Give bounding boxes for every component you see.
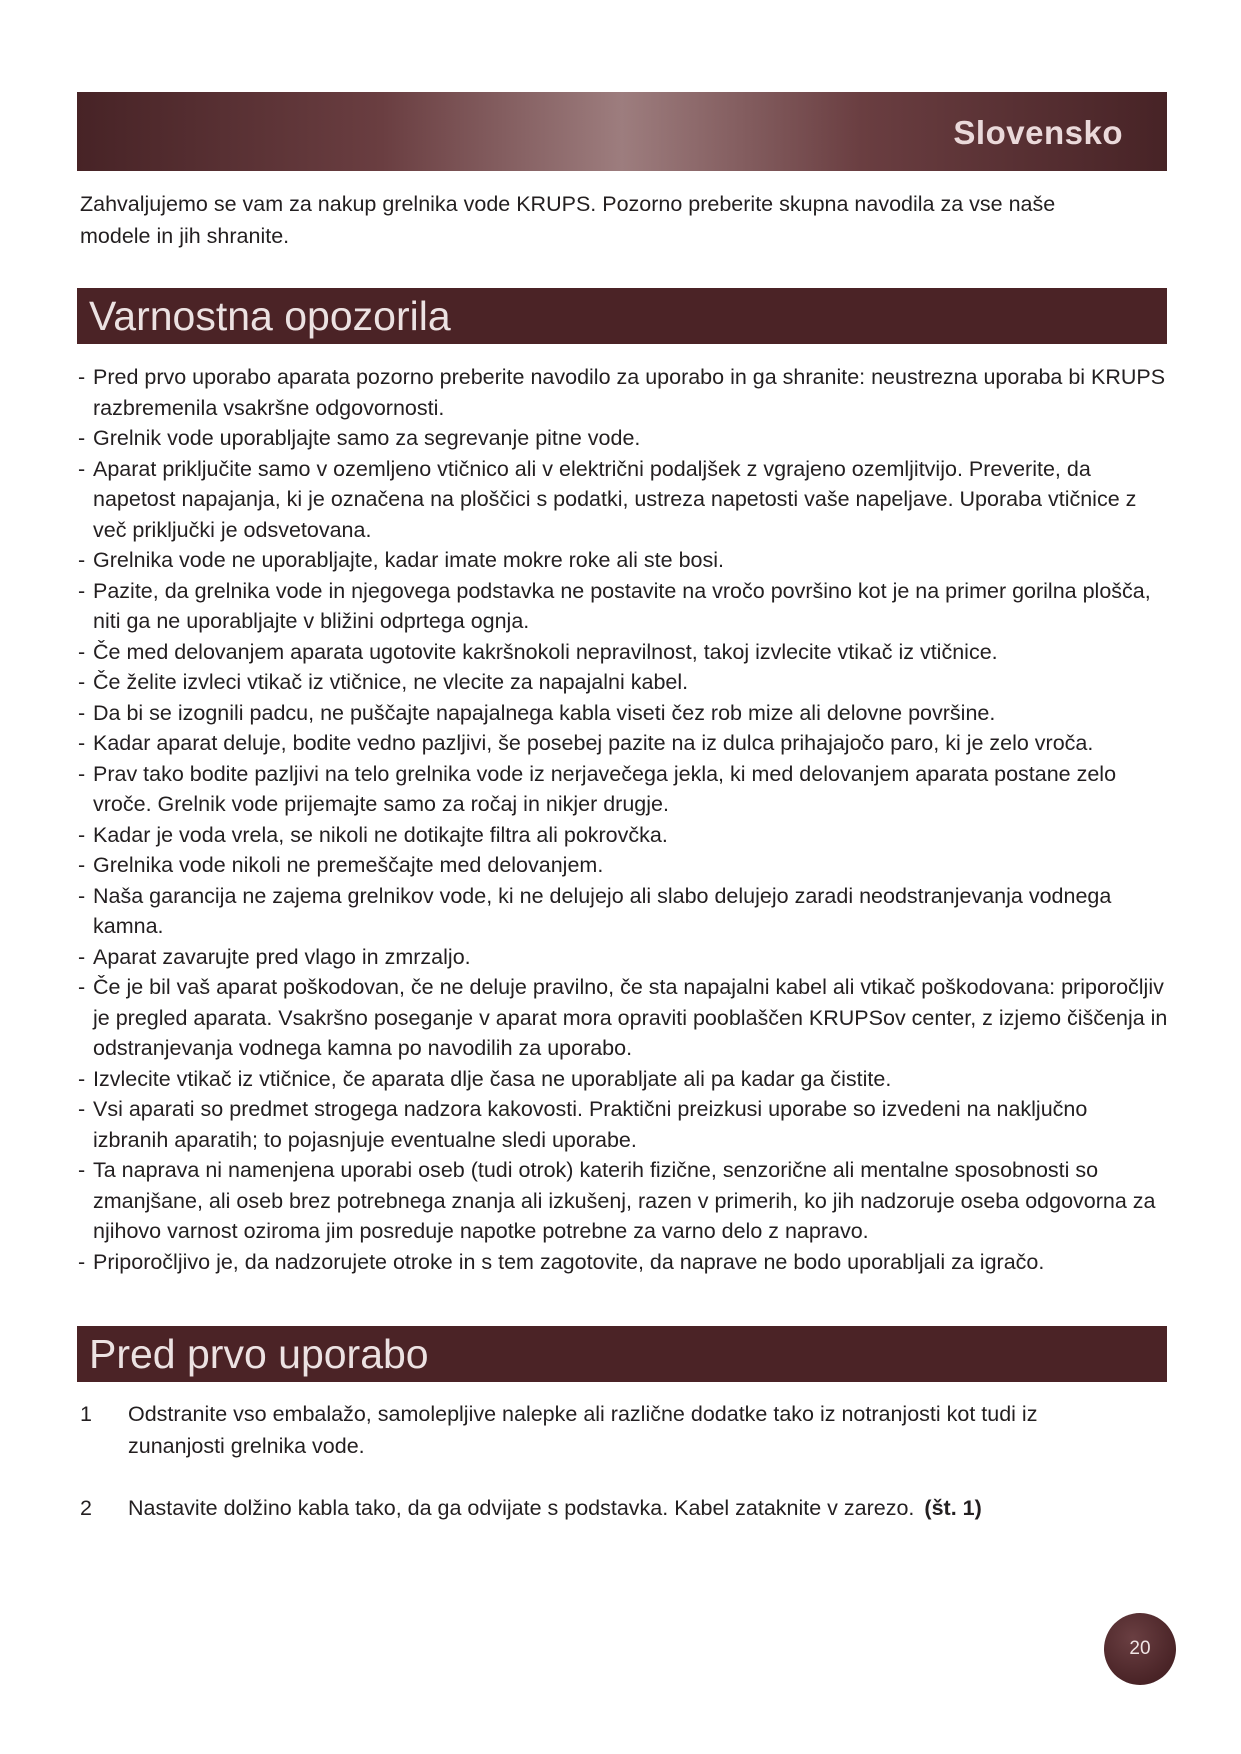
list-item: - Naša garancija ne zajema grelnikov vode, ki ne delujejo ali slabo delujejo zaradi neodstranjevanja vodnega kamna. — [78, 881, 1168, 942]
list-item: - Grelnika vode ne uporabljajte, kadar imate mokre roke ali ste bosi. — [78, 545, 1168, 576]
list-item: - Pazite, da grelnika vode in njegovega podstavka ne postavite na vročo površino kot je na primer gorilna plošča, niti ga ne uporabljajte v bližini odprtega ognja. — [78, 576, 1168, 637]
list-item: - Grelnik vode uporabljajte samo za segrevanje pitne vode. — [78, 423, 1168, 454]
safety-warnings-list — [78, 362, 1168, 1277]
list-item — [80, 1492, 1140, 1524]
step-text-wrapper — [128, 1492, 1140, 1524]
list-item: - Kadar aparat deluje, bodite vedno pazljivi, še posebej pazite na iz dulca prihajajočo paro, ki je zelo vroča. — [78, 728, 1168, 759]
step-text: Nastavite dolžino kabla tako, da ga odvijate s podstavka. Kabel zataknite v zarezo. — [128, 1496, 915, 1520]
list-item: - Če med delovanjem aparata ugotovite kakršnokoli nepravilnost, takoj izvlecite vtikač iz vtičnice. — [78, 637, 1168, 668]
first-use-steps-list — [80, 1398, 1140, 1554]
language-banner — [77, 92, 1167, 171]
safety-section-title: Varnostna opozorila — [89, 293, 451, 339]
step-number: 2 — [80, 1496, 92, 1520]
list-item: - Če želite izvleci vtikač iz vtičnice, ne vlecite za napajalni kabel. — [78, 667, 1168, 698]
list-item: - Vsi aparati so predmet strogega nadzora kakovosti. Praktični preizkusi uporabe so izvedeni na naključno izbranih aparatih; to pojasnjuje eventualne sledi uporabe. — [78, 1094, 1168, 1155]
list-item: - Aparat priključite samo v ozemljeno vtičnico ali v električni podaljšek z vgrajeno ozemljitvijo. Preverite, da napetost napajanja, ki je označena na ploščici s podatki, ustreza napetosti vaše napeljave. Uporaba vtičnice z več priključki je odsvetovana. — [78, 454, 1168, 546]
list-item: - Izvlecite vtikač iz vtičnice, če aparata dlje časa ne uporabljate ali pa kadar ga čistite. — [78, 1064, 1168, 1095]
list-item: - Priporočljivo je, da nadzorujete otroke in s tem zagotovite, da naprave ne bodo uporabljali za igračo. — [78, 1247, 1168, 1278]
list-item: - Grelnika vode nikoli ne premeščajte med delovanjem. — [78, 850, 1168, 881]
list-item: - Ta naprava ni namenjena uporabi oseb (tudi otrok) katerih fizične, senzorične ali mentalne sposobnosti so zmanjšane, ali oseb brez potrebnega znanja ali izkušenj, razen v primerih, ko jih nadzoruje oseba odgovorna za njihovo varnost oziroma jim posreduje napotke potrebne za varno delo z napravo. — [78, 1155, 1168, 1247]
step-number: 1 — [80, 1402, 92, 1426]
safety-section-header — [77, 288, 1167, 344]
intro-text: Zahvaljujemo se vam za nakup grelnika vode KRUPS. Pozorno preberite skupna navodila za vse naše modele in jih shranite. — [80, 192, 1056, 248]
list-item: - Da bi se izognili padcu, ne puščajte napajalnega kabla viseti čez rob mize ali delovne površine. — [78, 698, 1168, 729]
list-item: - Aparat zavarujte pred vlago in zmrzaljo. — [78, 942, 1168, 973]
first-use-section-header — [77, 1326, 1167, 1382]
page-number-badge — [1104, 1613, 1176, 1685]
list-item: - Pred prvo uporabo aparata pozorno preberite navodilo za uporabo in ga shranite: neustrezna uporaba bi KRUPS razbremenila vsakršne odgovornosti. — [78, 362, 1168, 423]
list-item: - Če je bil vaš aparat poškodovan, če ne deluje pravilno, če sta napajalni kabel ali vtikač poškodovana: priporočljiv je pregled aparata. Vsakršno poseganje v aparat mora opraviti pooblaščen KRUPSov center, z izjemo čiščenja in odstranjevanja vodnega kamna po navodilih za uporabo. — [78, 972, 1168, 1064]
list-item: - Prav tako bodite pazljivi na telo grelnika vode iz nerjavečega jekla, ki med delovanjem aparata postane zelo vroče. Grelnik vode prijemajte samo za ročaj in nikjer drugje. — [78, 759, 1168, 820]
list-item: - Kadar je voda vrela, se nikoli ne dotikajte filtra ali pokrovčka. — [78, 820, 1168, 851]
step-text: Odstranite vso embalažo, samolepljive nalepke ali različne dodatke tako iz notranjosti kot tudi iz zunanjosti grelnika vode. — [128, 1402, 1038, 1458]
first-use-section-title: Pred prvo uporabo — [89, 1331, 429, 1377]
page-number: 20 — [1129, 1638, 1151, 1659]
list-item — [80, 1398, 1140, 1462]
figure-reference: (št. 1) — [924, 1496, 982, 1520]
language-title: Slovensko — [953, 114, 1123, 151]
